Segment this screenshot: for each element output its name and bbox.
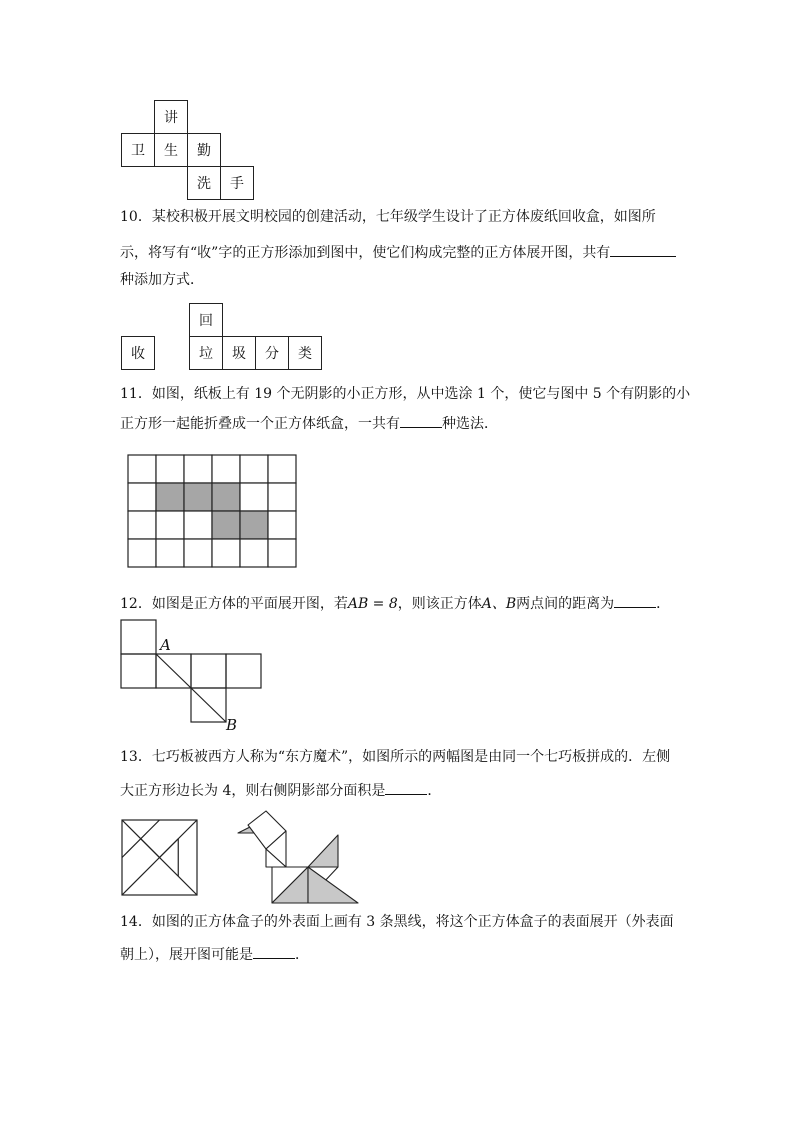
q13-text-line2 <box>120 780 441 801</box>
q13-text: 大正方形边长为 4，则右侧阴影部分面积是 <box>120 783 386 799</box>
grid-cell <box>128 511 156 539</box>
net-cell: 讲 <box>154 100 188 134</box>
net-square <box>226 654 261 688</box>
figure-q13-tangram-swan <box>228 805 368 910</box>
grid-cell <box>156 455 184 483</box>
q12-text: ，则该正方体 <box>397 596 482 612</box>
grid-cell <box>268 539 296 567</box>
q13-text: ． <box>427 783 442 799</box>
net-cell-loose: 收 <box>121 336 155 370</box>
net-cell: 回 <box>189 303 223 337</box>
q13-text-line1: 13．七巧板被西方人称为“东方魔术”，如图所示的两幅图是由同一个七巧板拼成的．左侧 <box>120 749 671 765</box>
net-cell: 圾 <box>222 336 256 370</box>
grid-cell <box>184 455 212 483</box>
q14-text: 朝上），展开图可能是 <box>120 947 253 963</box>
grid-cell <box>128 455 156 483</box>
answer-blank <box>253 944 295 959</box>
q14-text: ． <box>295 947 309 963</box>
net-cell: 手 <box>220 166 254 200</box>
grid-cell-shaded <box>184 483 212 511</box>
q10-text: 示，将写有“收”字的正方形添加到图中，使它们构成完整的正方体展开图，共有 <box>120 245 611 261</box>
q10-text-line1: 10．某校积极开展文明校园的创建活动，七年级学生设计了正方体废纸回收盒，如图所 <box>120 209 656 225</box>
figure-q12-net <box>118 616 268 736</box>
q12-text: 两点间的距离为 <box>516 596 615 612</box>
q10-text-line3: 种添加方式． <box>120 272 204 288</box>
net-square <box>191 654 226 688</box>
grid-cell <box>240 539 268 567</box>
q14-text-line2 <box>120 944 309 965</box>
q14-text-line1: 14．如图的正方体盒子的外表面上画有 3 条黑线，将这个正方体盒子的表面展开（外表面 <box>120 914 674 930</box>
net-cell: 勤 <box>187 133 221 167</box>
grid-cell <box>268 455 296 483</box>
figure-q11-grid <box>127 454 299 568</box>
q12-text: ． <box>656 596 671 612</box>
net-cell: 分 <box>255 336 289 370</box>
grid-cell <box>184 539 212 567</box>
net-square <box>121 654 156 688</box>
answer-blank <box>400 413 442 428</box>
q12-text-line <box>120 593 670 614</box>
net-cell: 垃 <box>189 336 223 370</box>
grid-cell-shaded <box>156 483 184 511</box>
answer-blank <box>385 780 427 795</box>
figure-q13-tangram-square <box>120 818 200 898</box>
net-cell: 卫 <box>121 133 155 167</box>
net-cell: 生 <box>154 133 188 167</box>
grid-cell-shaded <box>212 511 240 539</box>
grid-cell <box>268 511 296 539</box>
answer-blank <box>610 242 676 257</box>
grid-cell <box>156 511 184 539</box>
q12-points: A、B <box>481 596 517 612</box>
grid-cell <box>212 539 240 567</box>
grid-cell <box>240 483 268 511</box>
grid-cell <box>240 455 268 483</box>
answer-blank <box>614 593 656 608</box>
net-square <box>121 620 156 654</box>
grid-cell-shaded <box>212 483 240 511</box>
grid-cell <box>212 455 240 483</box>
net-cell: 洗 <box>187 166 221 200</box>
q11-text: 正方形一起能折叠成一个正方体纸盒，一共有 <box>120 416 400 432</box>
net-cell: 类 <box>288 336 322 370</box>
q10-text-line2 <box>120 242 676 263</box>
grid-cell <box>268 483 296 511</box>
grid-cell <box>156 539 184 567</box>
grid-cell <box>184 511 212 539</box>
q12-text: 12．如图是正方体的平面展开图，若 <box>120 596 348 612</box>
point-a-label: A <box>160 636 171 654</box>
q11-text: 种选法． <box>442 416 498 432</box>
grid-cell <box>128 539 156 567</box>
q11-text-line2 <box>120 413 498 434</box>
point-b-label: B <box>226 716 238 734</box>
q12-expression: AB = 8 <box>347 596 398 612</box>
grid-cell-shaded <box>240 511 268 539</box>
q11-text-line1: 11．如图，纸板上有 19 个无阴影的小正方形，从中选涂 1 个，使它与图中 5 个有阴影的小 <box>120 386 691 402</box>
grid-cell <box>128 483 156 511</box>
